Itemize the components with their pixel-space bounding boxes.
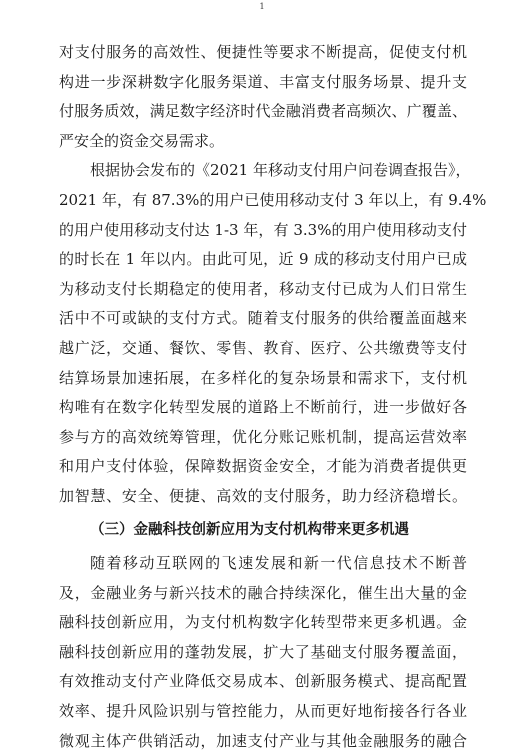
paragraph-line: 付服务质效，满足数字经济时代金融消费者高频次、广覆盖、 bbox=[59, 102, 467, 121]
paragraph-line: 对支付服务的高效性、便捷性等要求不断提高，促使支付机 bbox=[59, 43, 467, 61]
paragraph-line: 融科技创新应用的蓬勃发展，扩大了基础支付服务覆盖面， bbox=[59, 642, 467, 661]
paragraph-line: 和用户支付体验，保障数据资金安全，才能为消费者提供更 bbox=[59, 457, 467, 476]
paragraph-1 bbox=[59, 38, 467, 156]
paragraph-line: 效率、提升风险识别与管控能力，从而更好地衔接各行各业 bbox=[59, 702, 467, 721]
paragraph-line: 融科技创新应用，为支付机构数字化转型带来更多机遇。金 bbox=[59, 613, 467, 632]
paragraph-line: 构唯有在数字化转型发展的道路上不断前行，进一步做好各 bbox=[59, 398, 467, 417]
paragraph-line: 随着移动互联网的飞速发展和新一代信息技术不断普 bbox=[90, 554, 467, 573]
paragraph-line: 2021 年，有 87.3%的用户已使用移动支付 3 年以上，有 9.4% bbox=[59, 190, 487, 209]
paragraph-line: 构进一步深耕数字化服务渠道、丰富支付服务场景、提升支 bbox=[59, 72, 467, 91]
paragraph-line: 加智慧、安全、便捷、高效的支付服务，助力经济稳增长。 bbox=[59, 486, 467, 505]
paragraph-line: 的时长在 1 年以内。由此可见，近 9 成的移动支付用户已成 bbox=[59, 250, 467, 269]
paragraph-line: 结算场景加速拓展，在多样化的复杂场景和需求下，支付机 bbox=[59, 368, 467, 387]
paragraph-line: 微观主体产供销活动，加速支付产业与其他金融服务的融合 bbox=[59, 731, 467, 750]
document-body bbox=[59, 38, 487, 756]
paragraph-line: 参与方的高效统筹管理，优化分账记账机制，提高运营效率 bbox=[59, 427, 467, 446]
paragraph-2 bbox=[59, 156, 487, 511]
paragraph-line: 严安全的资金交易需求。 bbox=[59, 131, 225, 150]
paragraph-line: 为移动支付长期稳定的使用者，移动支付已成为人们日常生 bbox=[59, 279, 467, 298]
paragraph-line: 活中不可或缺的支付方式。随着支付服务的供给覆盖面越来 bbox=[59, 309, 467, 328]
paragraph-line: 的用户使用移动支付达 1-3 年，有 3.3%的用户使用移动支付 bbox=[59, 220, 467, 239]
section-heading: （三）金融科技创新应用为支付机构带来更多机遇 bbox=[90, 521, 409, 538]
paragraph-line: 越广泛，交通、餐饮、零售、教育、医疗、公共缴费等支付 bbox=[59, 338, 467, 357]
paragraph-line: 有效推动支付产业降低交易成本、创新服务模式、提高配置 bbox=[59, 672, 467, 691]
paragraph-line: 根据协会发布的《2021 年移动支付用户问卷调查报告》， bbox=[90, 161, 471, 180]
paragraph-line: 及，金融业务与新兴技术的融合持续深化，催生出大量的金 bbox=[59, 583, 467, 602]
paragraph-3 bbox=[59, 549, 467, 756]
page-number: 1 bbox=[259, 2, 265, 11]
